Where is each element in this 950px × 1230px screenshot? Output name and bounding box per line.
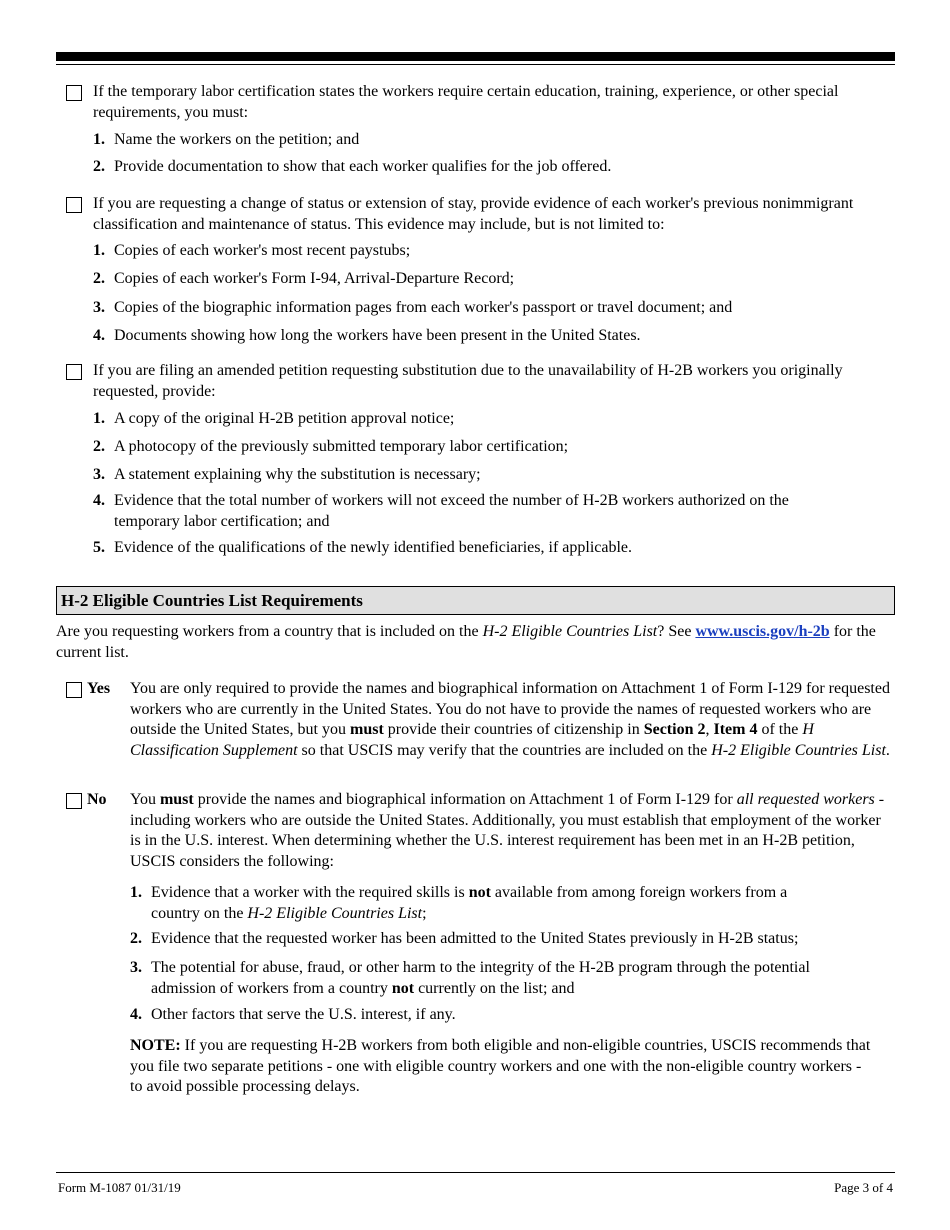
list-item: 1. Name the workers on the petition; and: [93, 131, 360, 148]
note: NOTE: If you are requesting H-2B workers from both eligible and non-eligible countries, USCIS recommends that you file two separate petitions - one with eligible country workers and one with the non-eligible country workers - to avoid possible processing delays.: [130, 1037, 871, 1095]
list-item: 4. Documents showing how long the workers have been present in the United States.: [93, 327, 641, 344]
yes-text: You are only required to provide the names and biographical information on Attachment 1 of Form I-129 for requested workers who are currently in the United States. You do not have to provide the names of requested workers who are outside the United States, but you must provide their countries of citizenship in Section 2, Item 4 of the H Classification Supplement so that USCIS may verify that the countries are included on the H-2 Eligible Countries List.: [130, 680, 890, 759]
section-intro: Are you requesting workers from a country that is included on the H-2 Eligible Countries List? See www.uscis.gov/h-2b for the current list.: [56, 623, 876, 661]
list-item: 2. A photocopy of the previously submitted temporary labor certification;: [93, 438, 569, 455]
top-rule-thin: [56, 64, 895, 65]
list-item: 3. A statement explaining why the substitution is necessary;: [93, 466, 481, 483]
list-item: 3. Copies of the biographic information pages from each worker's passport or travel document; and: [93, 299, 733, 316]
form-id: Form M-1087 01/31/19: [58, 1180, 181, 1195]
checklist-item-amended-petition: [66, 361, 896, 402]
checklist-text: If you are filing an amended petition requesting substitution due to the unavailability of H-2B workers you originally requested, provide:: [93, 362, 843, 400]
list-item: 4. Other factors that serve the U.S. interest, if any.: [130, 1006, 456, 1023]
yes-label: Yes: [87, 680, 111, 697]
list-item: 5. Evidence of the qualifications of the newly identified beneficiaries, if applicable.: [93, 539, 633, 556]
list-item: 2. Copies of each worker's Form I-94, Arrival-Departure Record;: [93, 270, 515, 287]
no-text: You must provide the names and biographical information on Attachment 1 of Form I-129 for all requested workers - including workers who are outside the United States. Additionally, you must establish that employment of the worker is in the U.S. interest. When determining whether the U.S. interest requirement has been met in an H-2B petition, USCIS considers the following:: [130, 791, 885, 870]
list-item: 1. A copy of the original H-2B petition approval notice;: [93, 410, 455, 427]
list-item: 1. Evidence that a worker with the required skills is not available from among foreign workers from a country on the H-2 Eligible Countries List;: [130, 884, 788, 922]
uscis-h2b-link[interactable]: www.uscis.gov/h-2b: [695, 623, 830, 640]
list-item: 4. Evidence that the total number of workers will not exceed the number of H-2B workers authorized on the temporary labor certification; and: [93, 492, 789, 530]
list-item: 1. Copies of each worker's most recent paystubs;: [93, 242, 411, 259]
section-header: H-2 Eligible Countries List Requirements: [56, 586, 895, 615]
list-item: 2. Provide documentation to show that each worker qualifies for the job offered.: [93, 158, 612, 175]
checklist-item-special-requirements: [66, 82, 896, 123]
page-number: Page 3 of 4: [834, 1180, 893, 1195]
checklist-item-change-of-status: [66, 194, 896, 235]
checkbox-no[interactable]: [66, 793, 82, 809]
checkbox-yes[interactable]: [66, 682, 82, 698]
checkbox-amended-petition[interactable]: [66, 364, 82, 380]
footer-rule: [56, 1172, 895, 1173]
no-label: No: [87, 791, 107, 808]
list-item: 3. The potential for abuse, fraud, or other harm to the integrity of the H-2B program through the potential admission of workers from a country not currently on the list; and: [130, 959, 810, 997]
checklist-text: If you are requesting a change of status or extension of stay, provide evidence of each worker's previous nonimmigrant classification and maintenance of status. This evidence may include, but is not limited to:: [93, 195, 854, 233]
checkbox-change-of-status[interactable]: [66, 197, 82, 213]
checkbox-special-requirements[interactable]: [66, 85, 82, 101]
checklist-text: If the temporary labor certification states the workers require certain education, training, experience, or other special requirements, you must:: [93, 83, 839, 121]
list-item: 2. Evidence that the requested worker has been admitted to the United States previously in H-2B status;: [130, 930, 799, 947]
top-rule-thick: [56, 52, 895, 61]
